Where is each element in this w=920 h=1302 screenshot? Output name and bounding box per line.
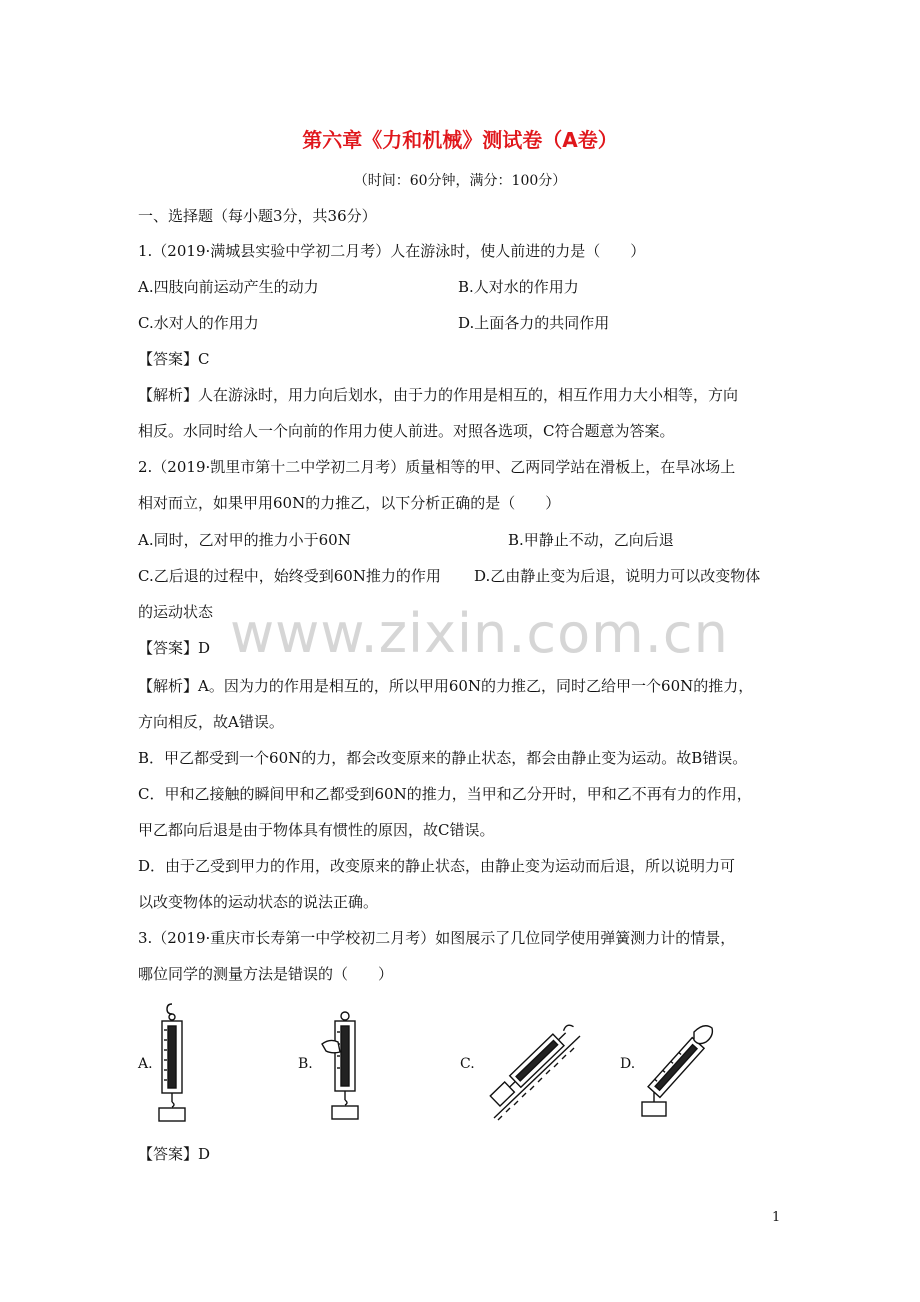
q2-option-c: C.乙后退的过程中，始终受到60N推力的作用 bbox=[138, 567, 441, 585]
q1-explanation-line1: 【解析】人在游泳时，用力向后划水，由于力的作用是相互的，相互作用力大小相等，方向 bbox=[138, 386, 739, 404]
q2-option-b: B.甲静止不动，乙向后退 bbox=[508, 531, 674, 549]
figure-label-d: D. bbox=[620, 1056, 636, 1072]
watermark: www.zixin.com.cn bbox=[230, 602, 729, 665]
spring-scale-figure-b bbox=[318, 1010, 368, 1122]
q3-answer: 【答案】D bbox=[138, 1145, 211, 1163]
q2-option-a: A.同时，乙对甲的推力小于60N bbox=[138, 531, 351, 549]
q1-stem: 1.（2019·满城县实验中学初二月考）人在游泳时，使人前进的力是（ ） bbox=[138, 242, 646, 260]
q1-option-a: A.四肢向前运动产生的动力 bbox=[138, 278, 319, 296]
figure-label-c: C. bbox=[460, 1056, 475, 1072]
q3-stem-line2: 哪位同学的测量方法是错误的（ ） bbox=[138, 965, 394, 983]
q2-explanation-line1: 【解析】A。因为力的作用是相互的，所以甲用60N的力推乙，同时乙给甲一个60N的推力， bbox=[138, 677, 754, 695]
spring-scale-figure-a bbox=[150, 1002, 195, 1124]
q2-explanation-line6: D．由于乙受到甲力的作用，改变原来的静止状态，由静止变为运动而后退，所以说明力可 bbox=[138, 857, 736, 875]
q2-stem-line1: 2.（2019·凯里市第十二中学初二月考）质量相等的甲、乙两同学站在滑板上，在旱冰场上 bbox=[138, 458, 736, 476]
q2-explanation-line7: 以改变物体的运动状态的说法正确。 bbox=[138, 893, 379, 911]
figure-label-b: B. bbox=[298, 1056, 313, 1072]
q2-answer: 【答案】D bbox=[138, 639, 211, 657]
q2-explanation-line5: 甲乙都向后退是由于物体具有惯性的原因，故C错误。 bbox=[138, 821, 495, 839]
section-heading: 一、选择题（每小题3分，共36分） bbox=[138, 207, 377, 225]
q2-option-d-cont: 的运动状态 bbox=[138, 603, 214, 621]
spring-scale-figure-d bbox=[636, 1014, 716, 1122]
q2-explanation-line2: 方向相反，故A错误。 bbox=[138, 713, 284, 731]
page-title: 第六章《力和机械》测试卷（A卷） bbox=[302, 128, 618, 152]
q2-option-d: D.乙由静止变为后退，说明力可以改变物体 bbox=[474, 567, 761, 585]
q3-stem-line1: 3.（2019·重庆市长寿第一中学校初二月考）如图展示了几位同学使用弹簧测力计的情景， bbox=[138, 929, 736, 947]
q1-option-b: B.人对水的作用力 bbox=[458, 278, 579, 296]
spring-scale-figure-c bbox=[480, 1012, 590, 1122]
q2-explanation-line4: C．甲和乙接触的瞬间甲和乙都受到60N的推力，当甲和乙分开时，甲和乙不再有力的作用， bbox=[138, 785, 752, 803]
q1-option-c: C.水对人的作用力 bbox=[138, 314, 259, 332]
figure-label-a: A. bbox=[138, 1056, 153, 1072]
q2-explanation-line3: B．甲乙都受到一个60N的力，都会改变原来的静止状态，都会由静止变为运动。故B错误。 bbox=[138, 749, 748, 767]
q2-stem-line2: 相对而立，如果甲用60N的力推乙，以下分析正确的是（ ） bbox=[138, 494, 561, 512]
page-number: 1 bbox=[772, 1210, 781, 1225]
q1-option-d: D.上面各力的共同作用 bbox=[458, 314, 610, 332]
exam-info: （时间：60分钟，满分：100分） bbox=[353, 173, 567, 189]
q1-answer: 【答案】C bbox=[138, 350, 210, 368]
q1-explanation-line2: 相反。水同时给人一个向前的作用力使人前进。对照各选项，C符合题意为答案。 bbox=[138, 422, 675, 440]
